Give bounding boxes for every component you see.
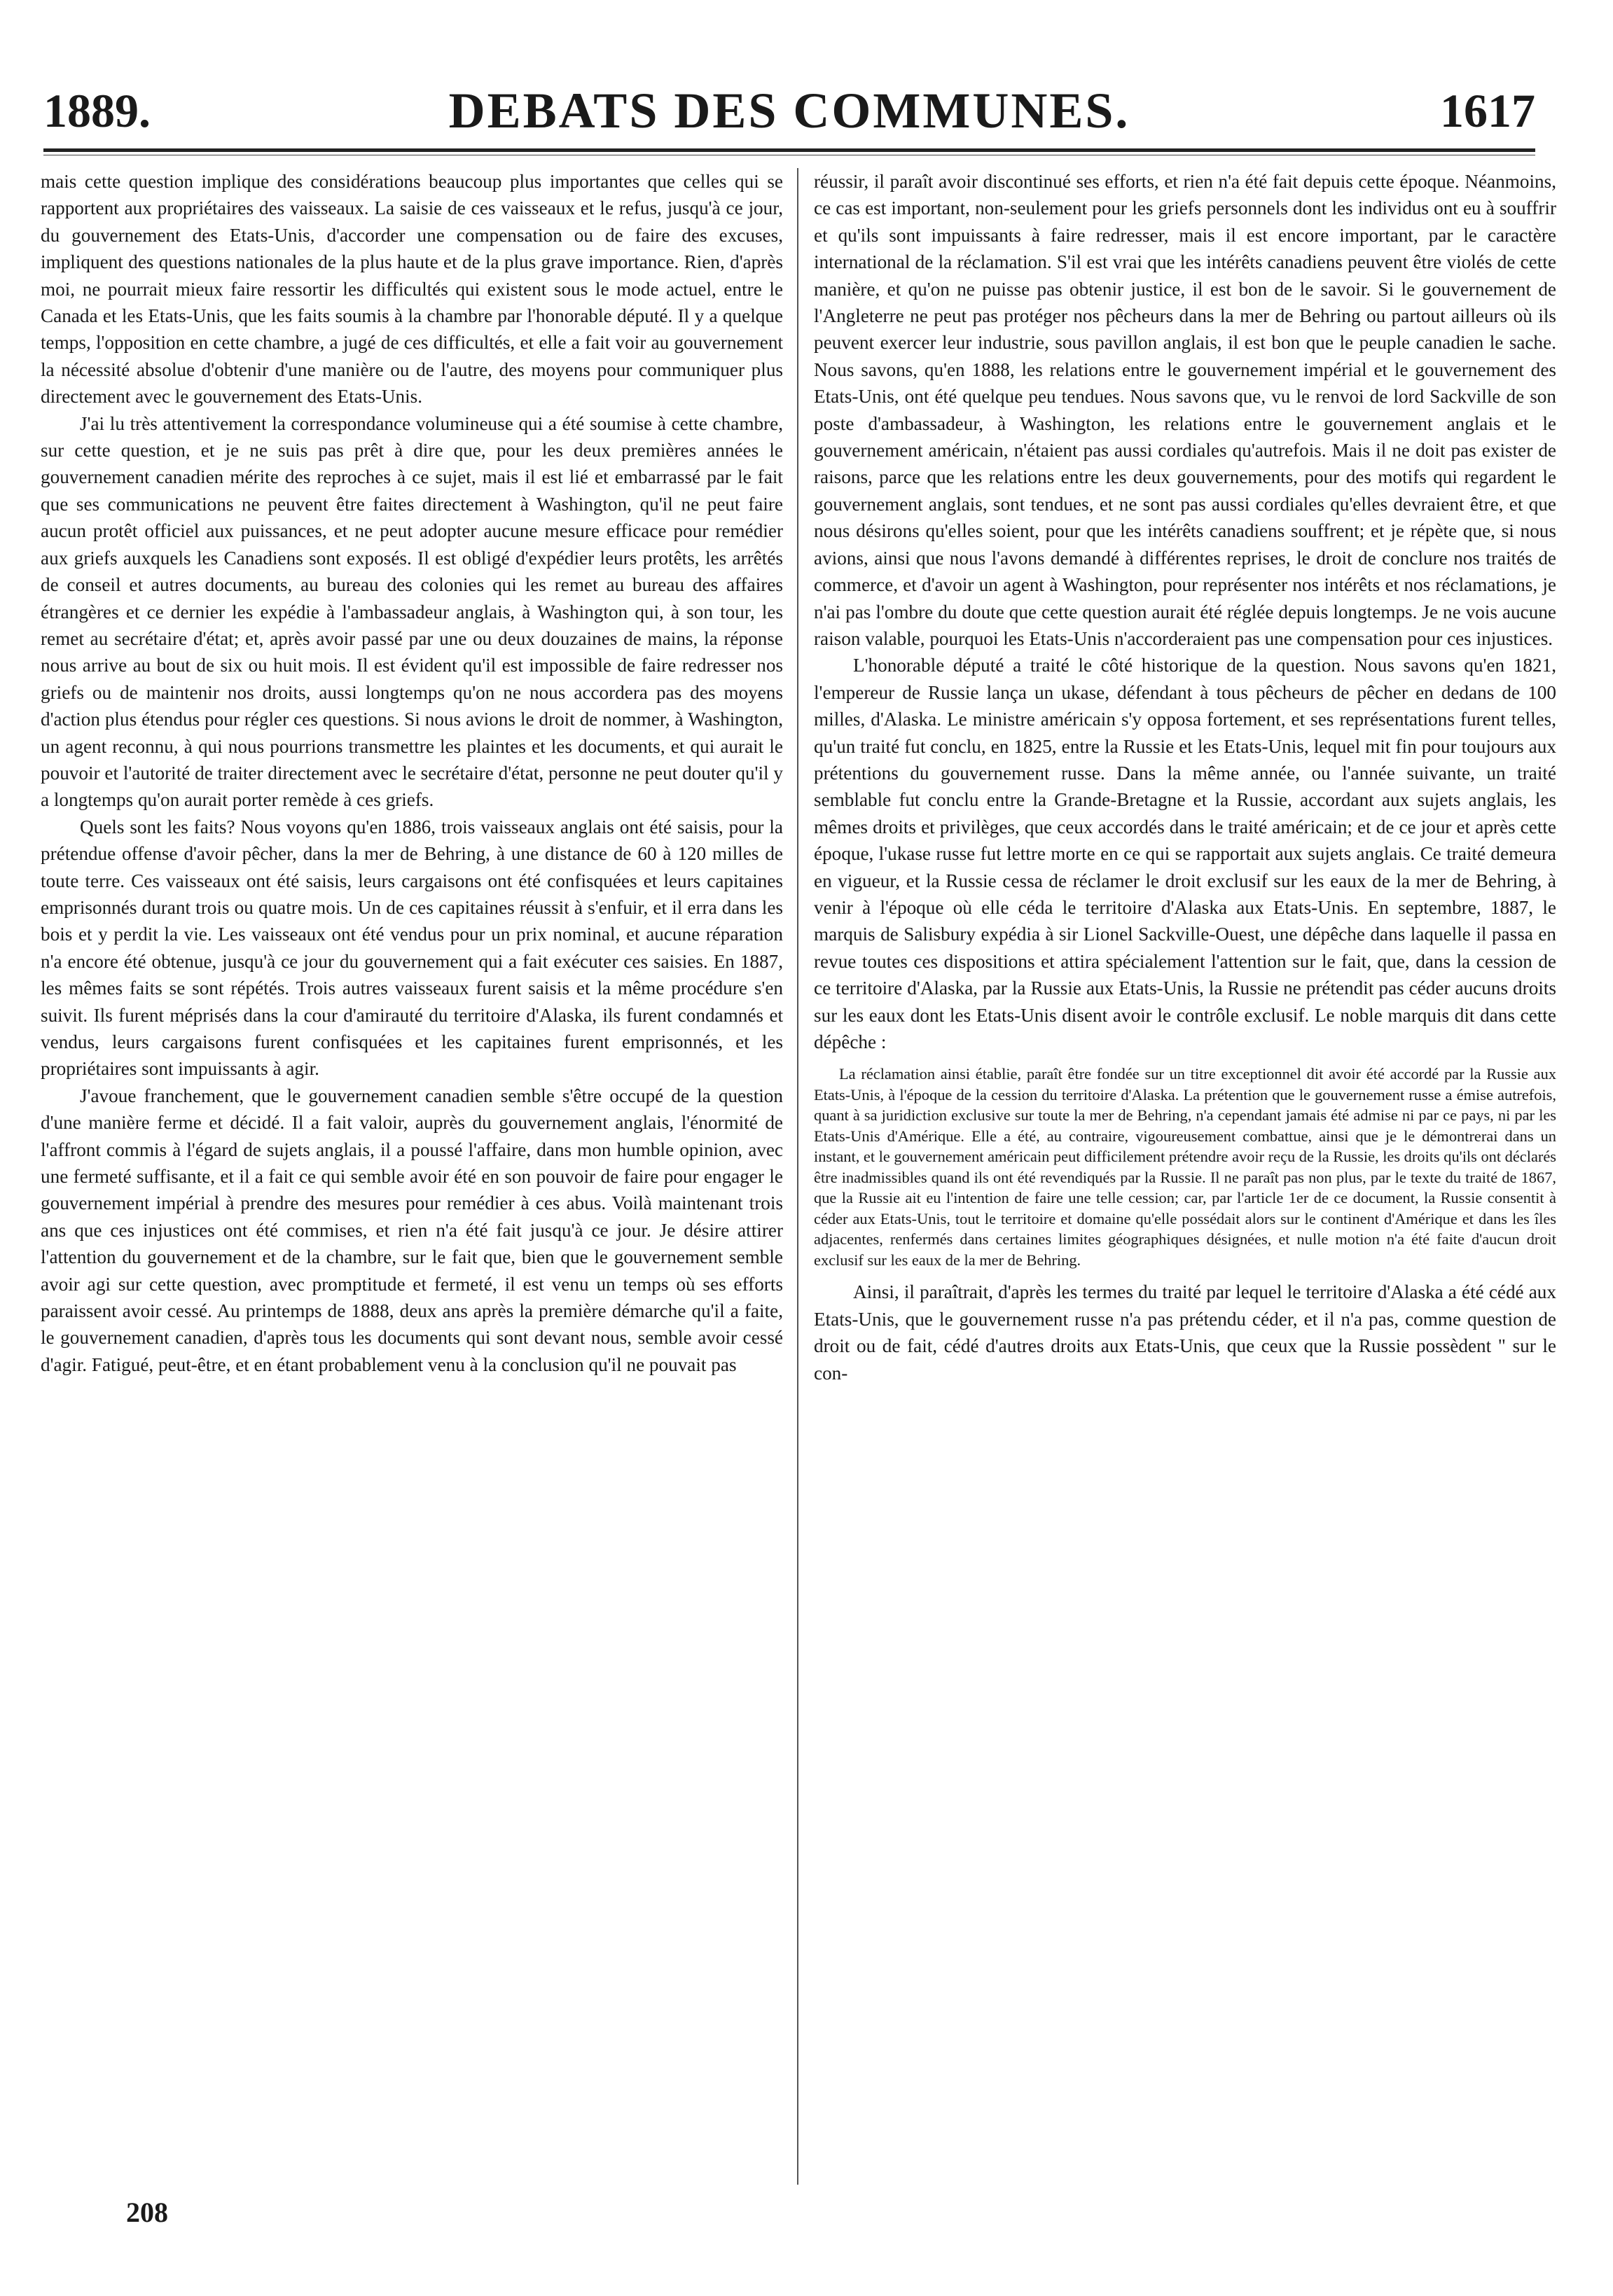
paragraph: mais cette question implique des considérations beaucoup plus importantes que celles qui se rapportent aux propriétaires des vaisseaux. La saisie de ces vaisseaux et le refus, jusqu'à ce jour, du gouvernement des Etats-Unis, d'accorder une compensation ou de faire des excuses, impliquent des questions nationales de la plus haute et de la plus grave importance. Rien, d'après moi, ne pourrait mieux faire ressortir les difficultés qui existent sous le mode actuel, entre le Canada et les Etats-Unis, que les faits soumis à la chambre par l'honorable député. Il y a quelque temps, l'opposition en cette chambre, a jugé de ces difficultés, et elle a fait voir au gouvernement la nécessité absolue d'obtenir d'une manière ou de l'autre, des moyens pour communiquer plus directement avec le gouvernement des Etats-Unis. bbox=[41, 171, 783, 408]
signature-number: 208 bbox=[126, 2197, 168, 2228]
paragraph: réussir, il paraît avoir discontinué ses efforts, et rien n'a été fait depuis cette époque. Néanmoins, ce cas est important, non-seulement pour les griefs personnels dont les individus ont eu à souffrir et qu'ils sont impuissants à faire redresser, mais il est encore important, par le caractère international de la réclamation. S'il est vrai que les intérêts canadiens peuvent être violés de cette manière, et qu'on ne puisse pas obtenir justice, il est bon de le savoir. Si le gouvernement de l'Angleterre ne peut pas protéger nos pêcheurs dans la mer de Behring ou partout ailleurs où ils peuvent exercer leur industrie, sous pavillon anglais, il est bon que le peuple canadien le sache. Nous savons, qu'en 1888, les relations entre le gouvernement impérial et le gouvernement des Etats-Unis, ont été quelque peu tendues. Nous savons que, vu le renvoi de lord Sackville de son poste d'ambassadeur, à Washington, les relations entre le gouvernement anglais et le gouvernement américain, n'étaient pas aussi cordiales qu'autrefois. Mais il ne doit pas exister de raisons, parce que les relations entre les deux gouvernements, pour des motifs qui regardent le gouvernement anglais, sont tendues, et ne sont pas aussi cordiales qu'elles devraient être, et que nous désirons qu'elles soient, pour que les intérêts canadiens souffrent; et je répète que, si nous avions, ainsi que nous l'avons demandé à différentes reprises, le droit de conclure nos traités de commerce, et d'avoir un agent à Washington, pour représenter nos intérêts et nos réclamations, je n'ai pas l'ombre du doute que cette question aurait été réglée depuis longtemps. Je ne vois aucune raison valable, pourquoi les Etats-Unis n'accorderaient pas une compensation pour ces injustices. bbox=[814, 171, 1556, 649]
paragraph: Ainsi, il paraîtrait, d'après les termes du traité par lequel le territoire d'Alaska a été cédé aux Etats-Unis, que le gouvernement russe n'a pas prétendu céder, et il n'a pas, comme question de droit ou de fait, cédé d'autres droits aux Etats-Unis, que ceux que la Russie possèdent " sur le con- bbox=[814, 1281, 1556, 1384]
left-column bbox=[41, 168, 783, 2185]
right-column bbox=[814, 168, 1556, 2185]
header-rule bbox=[43, 148, 1535, 152]
block-quote: La réclamation ainsi établie, paraît être fondée sur un titre exceptionnel dit avoir été accordé par la Russie aux Etats-Unis, à l'époque de la cession du territoire d'Alaska. La prétention que le gouvernement russe a émise autrefois, quant à sa juridiction exclusive sur toute la mer de Behring, n'a cependant jamais été admise ni par ce pays, ni par les Etats-Unis d'Amérique. Elle a été, au contraire, vigoureusement combattue, ainsi que je le démontrerai dans un instant, et le gouvernement américain peut difficilement prétendre avoir reçu de la Russie, les droits qu'ils ont déclarés être inadmissibles quand ils ont été revendiqués par la Russie. Il ne paraît pas non plus, par le texte du traité de 1867, que la Russie ait eu l'intention de faire une telle cession; car, par l'article 1er de ce document, la Russie consentit à céder aux Etats-Unis, tout le territoire et domaine qu'elle possédait alors sur le continent d'Amérique et dans les îles adjacentes, renfermés dans certaines limites géographiques désignées, et nulle motion n'a été faite d'aucun droit exclusif sur les eaux de la mer de Behring. bbox=[814, 1065, 1556, 1269]
page-number: 1617 bbox=[1440, 84, 1535, 137]
paragraph: J'ai lu très attentivement la correspondance volumineuse qui a été soumise à cette chambre, sur cette question, et je ne suis pas prêt à dire que, pour les deux premières années le gouvernement canadien mérite des reproches à ce sujet, mais il est lié et embarrassé par le fait que ses communications ne peuvent être faites directement à Washington, qu'il ne peut faire aucun protêt officiel aux puissances, et ne peut adopter aucune mesure efficace pour remédier aux griefs auxquels les Canadiens sont exposés. Il est obligé d'expédier leurs protêts, les arrêtés de conseil et autres documents, au bureau des colonies qui les remet au bureau des affaires étrangères et ce dernier les expédie à l'ambassadeur anglais, à Washington qui, à son tour, les remet au secrétaire d'état; et, après avoir passé par une ou deux douzaines de mains, la réponse nous arrive au bout de six ou huit mois. Il est évident qu'il est impossible de faire redresser nos griefs ou de maintenir nos droits, aussi longtemps qu'on ne nous accordera pas des moyens d'action plus étendus pour régler ces questions. Si nous avions le droit de nommer, à Washington, un agent reconnu, à qui nous pourrions transmettre les plaintes et les documents, et qui aurait le pouvoir et l'autorité de traiter directement avec le secrétaire d'état, personne ne peut douter qu'il y a longtemps qu'on aurait porter remède à ces griefs. bbox=[41, 412, 783, 811]
running-header bbox=[43, 83, 1535, 139]
paragraph: Quels sont les faits? Nous voyons qu'en 1886, trois vaisseaux anglais ont été saisis, pour la prétendue offense d'avoir pêcher, dans la mer de Behring, à une distance de 60 à 120 milles de toute terre. Ces vaisseaux ont été saisis, leurs cargaisons ont été confisquées et leurs capitaines emprisonnés durant trois ou quatre mois. Un de ces capitaines réussit à s'enfuir, et il erra dans les bois et y perdit la vie. Les vaisseaux ont été vendus pour un prix nominal, et aucune réparation n'a encore été obtenue, jusqu'à ce jour du gouvernement qui a fait exécuter ces saisies. En 1887, les mêmes faits se sont répétés. Trois autres vaisseaux furent saisis et la même procédure s'en suivit. Ils furent méprisés dans la cour d'amirauté du territoire d'Alaska, ils furent condamnés et vendus, leurs cargaisons furent confisquées et les capitaines furent emprisonnés, et les propriétaires sont impuissants à agir. bbox=[41, 816, 783, 1080]
paragraph: L'honorable député a traité le côté historique de la question. Nous savons qu'en 1821, l'empereur de Russie lança un ukase, défendant à tous pêcheurs de pêcher en dedans de 100 milles, d'Alaska. Le ministre américain s'y opposa fortement, et ses représentations furent telles, qu'un traité fut conclu, en 1825, entre la Russie et les Etats-Unis, lequel mit fin pour toujours aux prétentions du gouvernement russe. Dans la même année, ou l'année suivante, un traité semblable fut conclu entre la Grande-Bretagne et la Russie, accordant aux sujets anglais, les mêmes droits et privilèges, que ceux accordés dans le traité américain; et de ce jour et après cette époque, l'ukase russe fut lettre morte en ce qui se rapportait aux sujets anglais. Ce traité demeura en vigueur, et la Russie cessa de réclamer le droit exclusif sur les eaux de la mer de Behring, à venir à l'époque où elle céda le territoire d'Alaska aux Etats-Unis. En septembre, 1887, le marquis de Salisbury expédia à sir Lionel Sackville-Ouest, une dépêche dans laquelle il passa en revue toutes ces dispositions et attira spécialement l'attention sur le fait, que, dans la cession de ce territoire d'Alaska, par la Russie aux Etats-Unis, la Russie ne prétendit pas céder aucuns droits sur les eaux dont les Etats-Unis disent avoir le contrôle exclusif. Le noble marquis dit dans cette dépêche : bbox=[814, 655, 1556, 1052]
column-divider bbox=[797, 168, 798, 2185]
header-year: 1889. bbox=[43, 84, 151, 137]
paragraph: J'avoue franchement, que le gouvernement canadien semble s'être occupé de la question d'une manière ferme et décidé. Il a fait valoir, auprès du gouvernement anglais, l'énormité de l'affront commis à l'égard de sujets anglais, il a poussé l'affaire, dans mon humble opinion, avec une fermeté suffisante, et il a fait ce qui semble avoir été en son pouvoir de faire pour engager le gouvernement impérial à prendre des mesures pour remédier à ces abus. Voilà maintenant trois ans que ces injustices ont été commises, et rien n'a été fait jusqu'à ce jour. Je désire attirer l'attention du gouvernement et de la chambre, sur le fait que, bien que le gouvernement semble avoir agi sur cette question, avec promptitude et fermeté, il est venu un temps où ses efforts paraissent avoir cessé. Au printemps de 1888, deux ans après la première démarche qu'il a faite, le gouvernement canadien, d'après tous les documents qui sont devant nous, semble avoir cessé d'agir. Fatigué, peut-être, et en étant probablement venu à la conclusion qu'il ne pouvait pas bbox=[41, 1085, 783, 1375]
header-title: DEBATS DES COMMUNES. bbox=[448, 83, 1130, 139]
